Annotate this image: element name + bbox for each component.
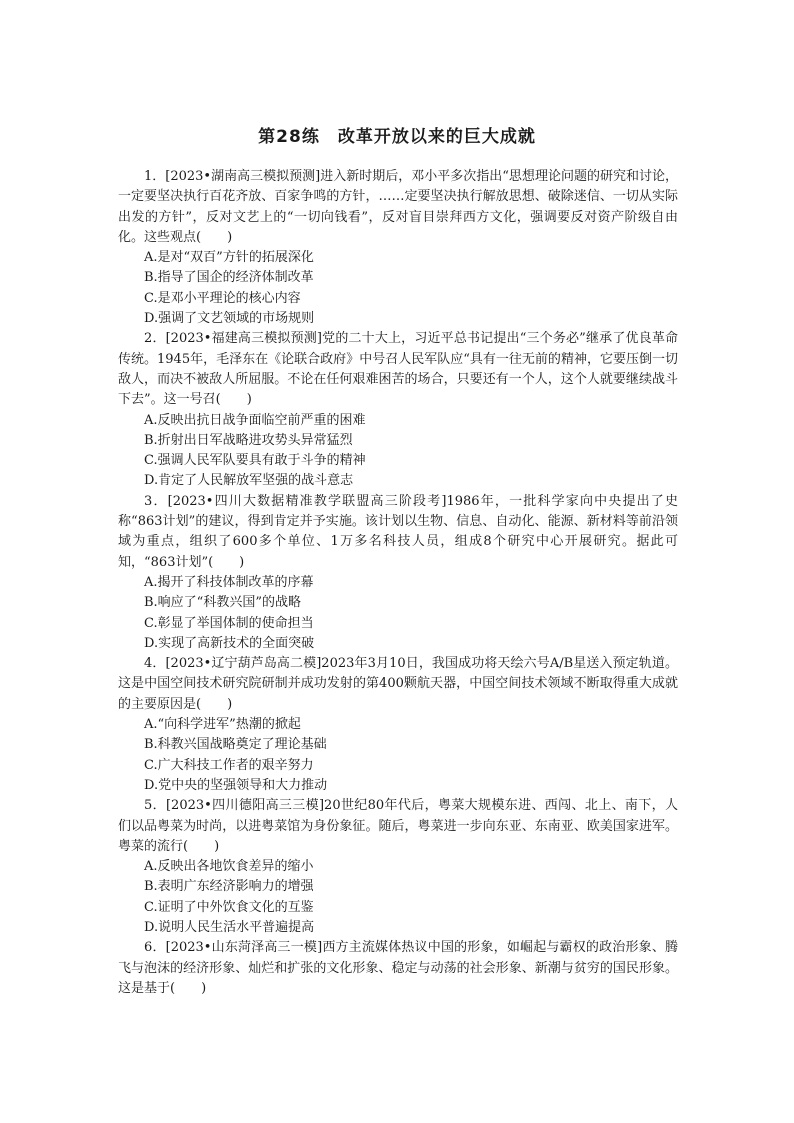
question-stem: 3．[2023•四川大数据精准教学联盟高三阶段考]1986年，一批科学家向中央提出了史称“863计划”的建议，得到肯定并予实施。该计划以生物、信息、自动化、能源、新材料等前沿领域为重点，组织了600多个单位、1万多名科技人员，组成8个研究中心开展研究。据此可知，“863计划”( ) bbox=[118, 493, 678, 570]
option-a: A.反映出各地饮食差异的缩小 bbox=[144, 859, 314, 875]
question-2 bbox=[118, 329, 678, 491]
option-d: D.党中央的坚强领导和大力推动 bbox=[144, 777, 328, 793]
question-1 bbox=[118, 167, 678, 329]
option-b: B.表明广东经济影响力的增强 bbox=[144, 879, 314, 895]
question-stem: 1．[2023•湖南高三模拟预测]进入新时期后，邓小平多次指出“思想理论问题的研究和讨论，一定要坚决执行百花齐放、百家争鸣的方针，……定要坚决执行解放思想、破除迷信、一切从实际出发的方针”，反对文艺上的“一切向钱看”，反对盲目崇拜西方文化，强调要反对资产阶级自由化。这些观点( ) bbox=[118, 169, 678, 245]
question-stem: 4．[2023•辽宁葫芦岛高二模]2023年3月10日，我国成功将天绘六号A/B星送入预定轨道。这是中国空间技术研究院研制并成功发射的第400颗航天器，中国空间技术领域不断取得重大成就的主要原因是( ) bbox=[118, 656, 678, 712]
option-c: C.彰显了举国体制的使命担当 bbox=[144, 615, 314, 631]
option-b: B.指导了国企的经济体制改革 bbox=[144, 270, 314, 286]
question-3 bbox=[118, 492, 678, 654]
option-a: A.揭开了科技体制改革的序幕 bbox=[144, 574, 314, 590]
option-a: A.是对“双百”方针的拓展深化 bbox=[144, 250, 314, 266]
option-d: D.说明人民生活水平普遍提高 bbox=[144, 919, 315, 935]
question-stem: 6．[2023•山东菏泽高三一模]西方主流媒体热议中国的形象，如崛起与霸权的政治形象、腾飞与泡沫的经济形象、灿烂和扩张的文化形象、稳定与动荡的社会形象、新潮与贫穷的国民形象。这是基于( ) bbox=[118, 940, 678, 996]
option-c: C.是邓小平理论的核心内容 bbox=[144, 290, 301, 306]
option-c: C.证明了中外饮食文化的互鉴 bbox=[144, 899, 314, 915]
option-a: A.反映出抗日战争面临空前严重的困难 bbox=[144, 412, 366, 428]
page-title: 第28练 改革开放以来的巨大成就 bbox=[258, 127, 536, 147]
question-4 bbox=[118, 654, 678, 796]
option-a: A.“向科学进军”热潮的掀起 bbox=[144, 717, 301, 733]
option-b: B.响应了“科教兴国”的战略 bbox=[144, 595, 301, 611]
option-c: C.强调人民军队要具有敢于斗争的精神 bbox=[144, 453, 366, 469]
question-5 bbox=[118, 796, 678, 938]
option-c: C.广大科技工作者的艰辛努力 bbox=[144, 757, 314, 773]
option-d: D.肯定了人民解放军坚强的战斗意志 bbox=[144, 473, 354, 489]
option-d: D.实现了高新技术的全面突破 bbox=[144, 635, 315, 651]
option-d: D.强调了文艺领域的市场规则 bbox=[144, 311, 315, 327]
question-stem: 5．[2023•四川德阳高三三模]20世纪80年代后，粤菜大规模东进、西闯、北上、南下，人们以品粤菜为时尚，以进粤菜馆为身份象征。随后，粤菜进一步向东亚、东南亚、欧美国家进军。粤菜的流行( ) bbox=[118, 798, 678, 854]
question-6 bbox=[118, 938, 678, 999]
question-list bbox=[118, 167, 678, 999]
option-b: B.科教兴国战略奠定了理论基础 bbox=[144, 737, 327, 753]
question-stem: 2．[2023•福建高三模拟预测]党的二十大上，习近平总书记提出“三个务必”继承了优良革命传统。1945年，毛泽东在《论联合政府》中号召人民军队应“具有一往无前的精神，它要压倒一切敌人，而决不被敌人所屈服。不论在任何艰难困苦的场合，只要还有一个人，这个人就要继续战斗下去”。这一号召( ) bbox=[118, 331, 678, 408]
option-b: B.折射出日军战略进攻势头异常猛烈 bbox=[144, 432, 353, 448]
